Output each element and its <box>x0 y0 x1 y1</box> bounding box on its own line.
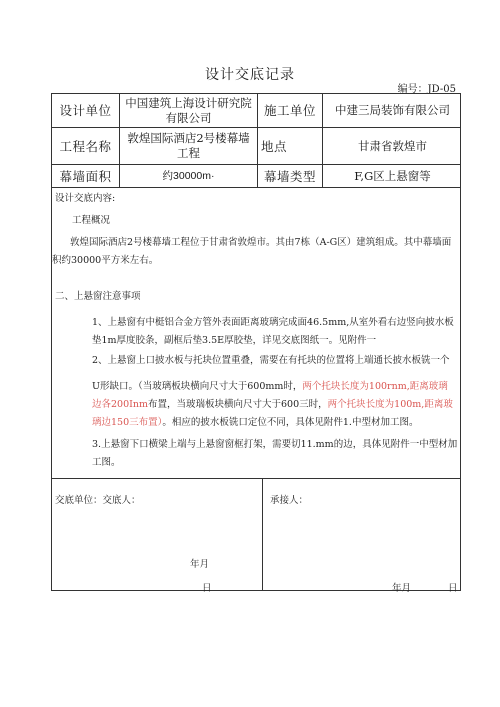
date-year-month-left: 年月 <box>190 559 210 570</box>
date-year-month-right: 年月 <box>392 583 412 594</box>
item-2-text-c: 。相应的披水板铣口定位不同，具体见附件1.中型材加工图。 <box>162 417 419 428</box>
overview-text: 敦煌国际酒店2号楼幕墙工程位于甘肃省敦煌市。其由7栋（A-G区）建筑组成。其中幕墙面积约30000平方米左右。 <box>52 237 452 266</box>
document-number: 编号：JD-05 <box>397 84 456 95</box>
project-name-value: 敦煌国际酒店2号楼幕墙工程 <box>127 131 250 160</box>
content-heading: 设计交底内容: <box>55 193 116 204</box>
item-2-intro: 2、上悬窗上口披水板与托块位置重叠，需要在有托块的位置将上端通长披水板铣一个 <box>92 355 450 366</box>
section2-title: 二、上悬窗注意事项 <box>55 291 141 302</box>
design-unit-value: 中国建筑上海设计研究院有限公司 <box>125 95 252 125</box>
curtain-area-label: 幕墙面积 <box>59 168 112 184</box>
project-name-label: 工程名称 <box>59 138 112 154</box>
record-table <box>51 93 461 594</box>
item-3: 3.上悬窗下口横梁上端与上悬窗窗框打架，需要切11.mm的边，具体见附件一中型材加工图。 <box>92 439 458 468</box>
curtain-type-label: 幕墙类型 <box>263 168 316 184</box>
construction-unit-value: 中建三局装饰有限公司 <box>335 103 450 117</box>
item-1: 1、上悬窗有中梃铝合金方管外表面距离玻璃完成面46.5mm,从室外看右边竖向披水板垫1m厚度胶条，副框后垫3.5E厚胶垫，详见交底图纸一。见附件一 <box>92 317 454 346</box>
overview-title: 工程概况 <box>72 215 111 226</box>
location-label: 地点 <box>261 138 288 154</box>
row-divider <box>52 187 460 188</box>
date-day-right: 日 <box>448 583 458 594</box>
item-2-detail <box>92 378 454 432</box>
curtain-type-value: F,G区上悬窗等 <box>354 168 431 183</box>
location-value: 甘肃省敦煌市 <box>358 138 427 153</box>
curtain-area-value: 约30000m· <box>162 169 215 182</box>
design-unit-label: 设计单位 <box>59 103 112 118</box>
item-2-red-a: 两个托块长度为100rnm,距离玻璃边各200Inm <box>92 381 448 410</box>
row-divider <box>52 478 460 479</box>
receiver-label: 承接人： <box>270 495 309 506</box>
handover-unit-person: 交底单位：交底人： <box>55 495 141 506</box>
column-divider <box>262 478 263 591</box>
item-2-red-b: 两个托块长度为100m,距离玻璃边150三布置） <box>92 399 453 428</box>
item-2-text-a: U形缺口。（当玻璃板块横向尺寸大于600mm时， <box>92 381 303 392</box>
item-2-text-b: 布置，当玻瑞板块横向尺寸大于600三时， <box>148 399 328 410</box>
date-day-left: 日 <box>202 583 212 594</box>
document-title: 设计交底记录 <box>205 67 295 83</box>
construction-unit-label: 施工单位 <box>263 103 316 118</box>
